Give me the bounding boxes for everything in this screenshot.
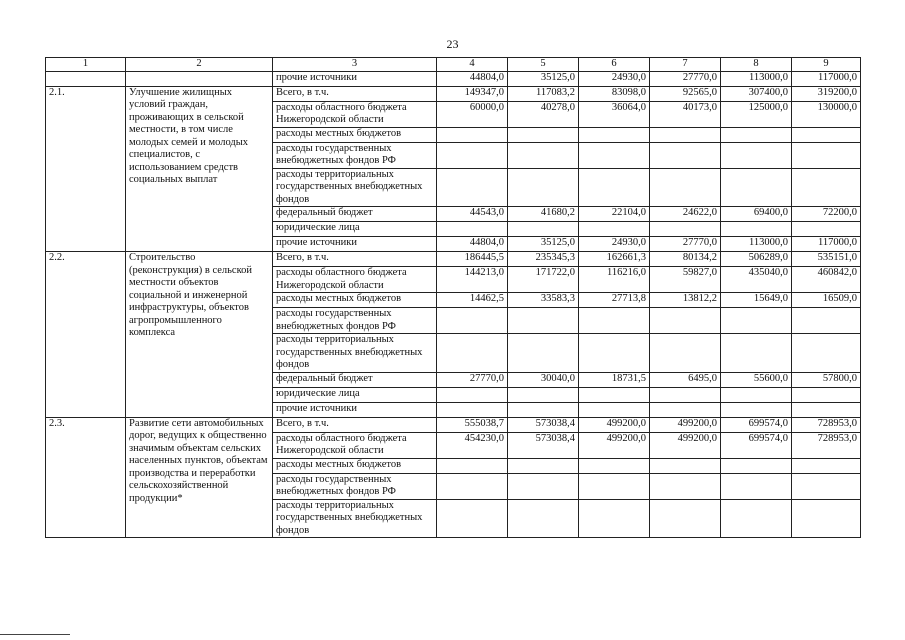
empty-cell — [126, 71, 273, 86]
column-header: 2 — [126, 58, 273, 72]
funding-source-label: расходы областного бюджета Нижегородской области — [273, 101, 437, 127]
value-cell — [579, 168, 650, 207]
value-cell: 728953,0 — [792, 432, 861, 458]
value-cell — [721, 308, 792, 334]
value-cell: 55600,0 — [721, 372, 792, 387]
value-cell — [437, 127, 508, 142]
value-cell: 319200,0 — [792, 86, 861, 101]
funding-source-label: прочие источники — [273, 402, 437, 417]
value-cell — [437, 387, 508, 402]
column-header: 1 — [46, 58, 126, 72]
value-cell: 24930,0 — [579, 71, 650, 86]
funding-source-label: расходы государственных внебюджетных фондов РФ — [273, 308, 437, 334]
funding-source-label: федеральный бюджет — [273, 372, 437, 387]
value-cell: 307400,0 — [721, 86, 792, 101]
value-cell: 57800,0 — [792, 372, 861, 387]
value-cell — [721, 334, 792, 373]
value-cell: 69400,0 — [721, 207, 792, 222]
value-cell: 435040,0 — [721, 267, 792, 293]
value-cell: 144213,0 — [437, 267, 508, 293]
value-cell — [792, 458, 861, 473]
value-cell — [792, 308, 861, 334]
value-cell: 18731,5 — [579, 372, 650, 387]
page-number: 23 — [446, 37, 459, 51]
value-cell — [721, 473, 792, 499]
funding-source-label: расходы местных бюджетов — [273, 127, 437, 142]
funding-source-label: юридические лица — [273, 222, 437, 237]
value-cell: 573038,4 — [508, 417, 579, 432]
value-cell — [437, 473, 508, 499]
funding-source-label: расходы областного бюджета Нижегородской области — [273, 267, 437, 293]
funding-source-label: расходы государственных внебюджетных фондов РФ — [273, 473, 437, 499]
value-cell — [437, 402, 508, 417]
value-cell — [792, 499, 861, 538]
section-2-1 — [46, 86, 861, 252]
item-title: Строительство (реконструкция) в сельской местности объектов социальной и инженерной инфраструктуры, объектов агропромышленного комплекса — [126, 252, 273, 418]
value-cell: 83098,0 — [579, 86, 650, 101]
value-cell — [792, 127, 861, 142]
value-cell: 171722,0 — [508, 267, 579, 293]
value-cell — [508, 387, 579, 402]
funding-source-label: Всего, в т.ч. — [273, 417, 437, 432]
value-cell — [792, 142, 861, 168]
value-cell: 40278,0 — [508, 101, 579, 127]
value-cell: 27770,0 — [437, 372, 508, 387]
funding-source-label: Всего, в т.ч. — [273, 86, 437, 101]
funding-source-label: расходы территориальных государственных внебюджетных фондов — [273, 499, 437, 538]
value-cell: 35125,0 — [508, 71, 579, 86]
funding-source-label: юридические лица — [273, 387, 437, 402]
value-cell — [579, 127, 650, 142]
value-cell — [792, 222, 861, 237]
value-cell: 41680,2 — [508, 207, 579, 222]
value-cell: 499200,0 — [579, 417, 650, 432]
value-cell: 16509,0 — [792, 293, 861, 308]
value-cell — [650, 499, 721, 538]
value-cell: 555038,7 — [437, 417, 508, 432]
funding-source-label: расходы территориальных государственных внебюджетных фондов — [273, 168, 437, 207]
column-header: 6 — [579, 58, 650, 72]
value-cell — [508, 127, 579, 142]
value-cell: 92565,0 — [650, 86, 721, 101]
value-cell: 15649,0 — [721, 293, 792, 308]
value-cell — [721, 142, 792, 168]
value-cell: 35125,0 — [508, 237, 579, 252]
funding-source-label: расходы государственных внебюджетных фондов РФ — [273, 142, 437, 168]
value-cell: 113000,0 — [721, 71, 792, 86]
funding-source-label: прочие источники — [273, 237, 437, 252]
value-cell: 44804,0 — [437, 71, 508, 86]
value-cell: 454230,0 — [437, 432, 508, 458]
funding-source-label: Всего, в т.ч. — [273, 252, 437, 267]
value-cell — [508, 473, 579, 499]
value-cell: 117000,0 — [792, 71, 861, 86]
value-cell: 460842,0 — [792, 267, 861, 293]
table-row — [46, 252, 861, 267]
value-cell — [721, 458, 792, 473]
value-cell — [579, 334, 650, 373]
value-cell: 113000,0 — [721, 237, 792, 252]
value-cell — [579, 402, 650, 417]
value-cell: 36064,0 — [579, 101, 650, 127]
value-cell: 125000,0 — [721, 101, 792, 127]
value-cell — [579, 142, 650, 168]
value-cell — [579, 458, 650, 473]
column-header: 7 — [650, 58, 721, 72]
value-cell — [508, 168, 579, 207]
value-cell — [650, 387, 721, 402]
value-cell: 14462,5 — [437, 293, 508, 308]
section-2-2 — [46, 252, 861, 418]
value-cell — [508, 402, 579, 417]
table-row — [46, 71, 861, 86]
value-cell — [650, 168, 721, 207]
value-cell — [650, 308, 721, 334]
value-cell: 80134,2 — [650, 252, 721, 267]
item-number: 2.1. — [46, 86, 126, 252]
value-cell — [579, 222, 650, 237]
value-cell: 573038,4 — [508, 432, 579, 458]
value-cell — [650, 473, 721, 499]
value-cell — [650, 402, 721, 417]
column-header: 8 — [721, 58, 792, 72]
funding-source-label: расходы местных бюджетов — [273, 293, 437, 308]
value-cell — [650, 127, 721, 142]
column-header: 3 — [273, 58, 437, 72]
value-cell — [721, 499, 792, 538]
value-cell — [650, 334, 721, 373]
value-cell — [579, 473, 650, 499]
value-cell — [437, 222, 508, 237]
value-cell — [721, 127, 792, 142]
value-cell — [721, 168, 792, 207]
funding-source-label: федеральный бюджет — [273, 207, 437, 222]
empty-cell — [46, 71, 126, 86]
value-cell: 116216,0 — [579, 267, 650, 293]
value-cell — [508, 308, 579, 334]
footer-rule — [0, 634, 70, 635]
value-cell: 24622,0 — [650, 207, 721, 222]
value-cell — [792, 387, 861, 402]
value-cell — [508, 142, 579, 168]
funding-source-label: прочие источники — [273, 71, 437, 86]
value-cell: 728953,0 — [792, 417, 861, 432]
value-cell — [721, 387, 792, 402]
value-cell: 117083,2 — [508, 86, 579, 101]
value-cell: 535151,0 — [792, 252, 861, 267]
value-cell: 499200,0 — [650, 432, 721, 458]
value-cell: 499200,0 — [579, 432, 650, 458]
value-cell — [508, 222, 579, 237]
value-cell — [721, 222, 792, 237]
value-cell: 22104,0 — [579, 207, 650, 222]
value-cell: 40173,0 — [650, 101, 721, 127]
value-cell — [792, 473, 861, 499]
value-cell: 24930,0 — [579, 237, 650, 252]
value-cell: 44543,0 — [437, 207, 508, 222]
value-cell: 44804,0 — [437, 237, 508, 252]
item-number: 2.2. — [46, 252, 126, 418]
value-cell: 27770,0 — [650, 237, 721, 252]
value-cell: 699574,0 — [721, 432, 792, 458]
value-cell — [437, 499, 508, 538]
value-cell: 186445,5 — [437, 252, 508, 267]
item-title: Развитие сети автомобильных дорог, ведущих к общественно значимым объектам сельских населенных пунктов, объектам производства и переработки сельскохозяйственной продукции* — [126, 417, 273, 538]
funding-source-label: расходы областного бюджета Нижегородской области — [273, 432, 437, 458]
value-cell: 235345,3 — [508, 252, 579, 267]
value-cell: 13812,2 — [650, 293, 721, 308]
budget-table — [45, 57, 861, 538]
value-cell — [437, 142, 508, 168]
table-row — [46, 417, 861, 432]
value-cell — [792, 402, 861, 417]
value-cell — [792, 168, 861, 207]
value-cell — [792, 334, 861, 373]
value-cell — [508, 499, 579, 538]
value-cell — [508, 458, 579, 473]
value-cell — [721, 402, 792, 417]
value-cell: 27770,0 — [650, 71, 721, 86]
value-cell: 6495,0 — [650, 372, 721, 387]
value-cell: 699574,0 — [721, 417, 792, 432]
value-cell: 506289,0 — [721, 252, 792, 267]
header-row — [46, 58, 861, 72]
value-cell: 499200,0 — [650, 417, 721, 432]
funding-source-label: расходы территориальных государственных внебюджетных фондов — [273, 334, 437, 373]
column-header: 4 — [437, 58, 508, 72]
value-cell: 117000,0 — [792, 237, 861, 252]
value-cell — [579, 387, 650, 402]
value-cell: 27713,8 — [579, 293, 650, 308]
column-header: 5 — [508, 58, 579, 72]
value-cell: 59827,0 — [650, 267, 721, 293]
value-cell — [650, 458, 721, 473]
value-cell — [437, 334, 508, 373]
value-cell: 149347,0 — [437, 86, 508, 101]
section-2-3 — [46, 417, 861, 538]
item-title: Улучшение жилищных условий граждан, проживающих в сельской местности, в том числе молодых семей и молодых специалистов, с использованием средств социальных выплат — [126, 86, 273, 252]
value-cell: 162661,3 — [579, 252, 650, 267]
table-row — [46, 86, 861, 101]
value-cell: 30040,0 — [508, 372, 579, 387]
value-cell: 33583,3 — [508, 293, 579, 308]
column-header: 9 — [792, 58, 861, 72]
value-cell — [650, 222, 721, 237]
value-cell — [650, 142, 721, 168]
item-number: 2.3. — [46, 417, 126, 538]
value-cell — [579, 499, 650, 538]
value-cell — [437, 168, 508, 207]
value-cell — [437, 308, 508, 334]
value-cell: 72200,0 — [792, 207, 861, 222]
value-cell: 60000,0 — [437, 101, 508, 127]
value-cell — [437, 458, 508, 473]
funding-source-label: расходы местных бюджетов — [273, 458, 437, 473]
value-cell — [508, 334, 579, 373]
value-cell — [579, 308, 650, 334]
value-cell: 130000,0 — [792, 101, 861, 127]
